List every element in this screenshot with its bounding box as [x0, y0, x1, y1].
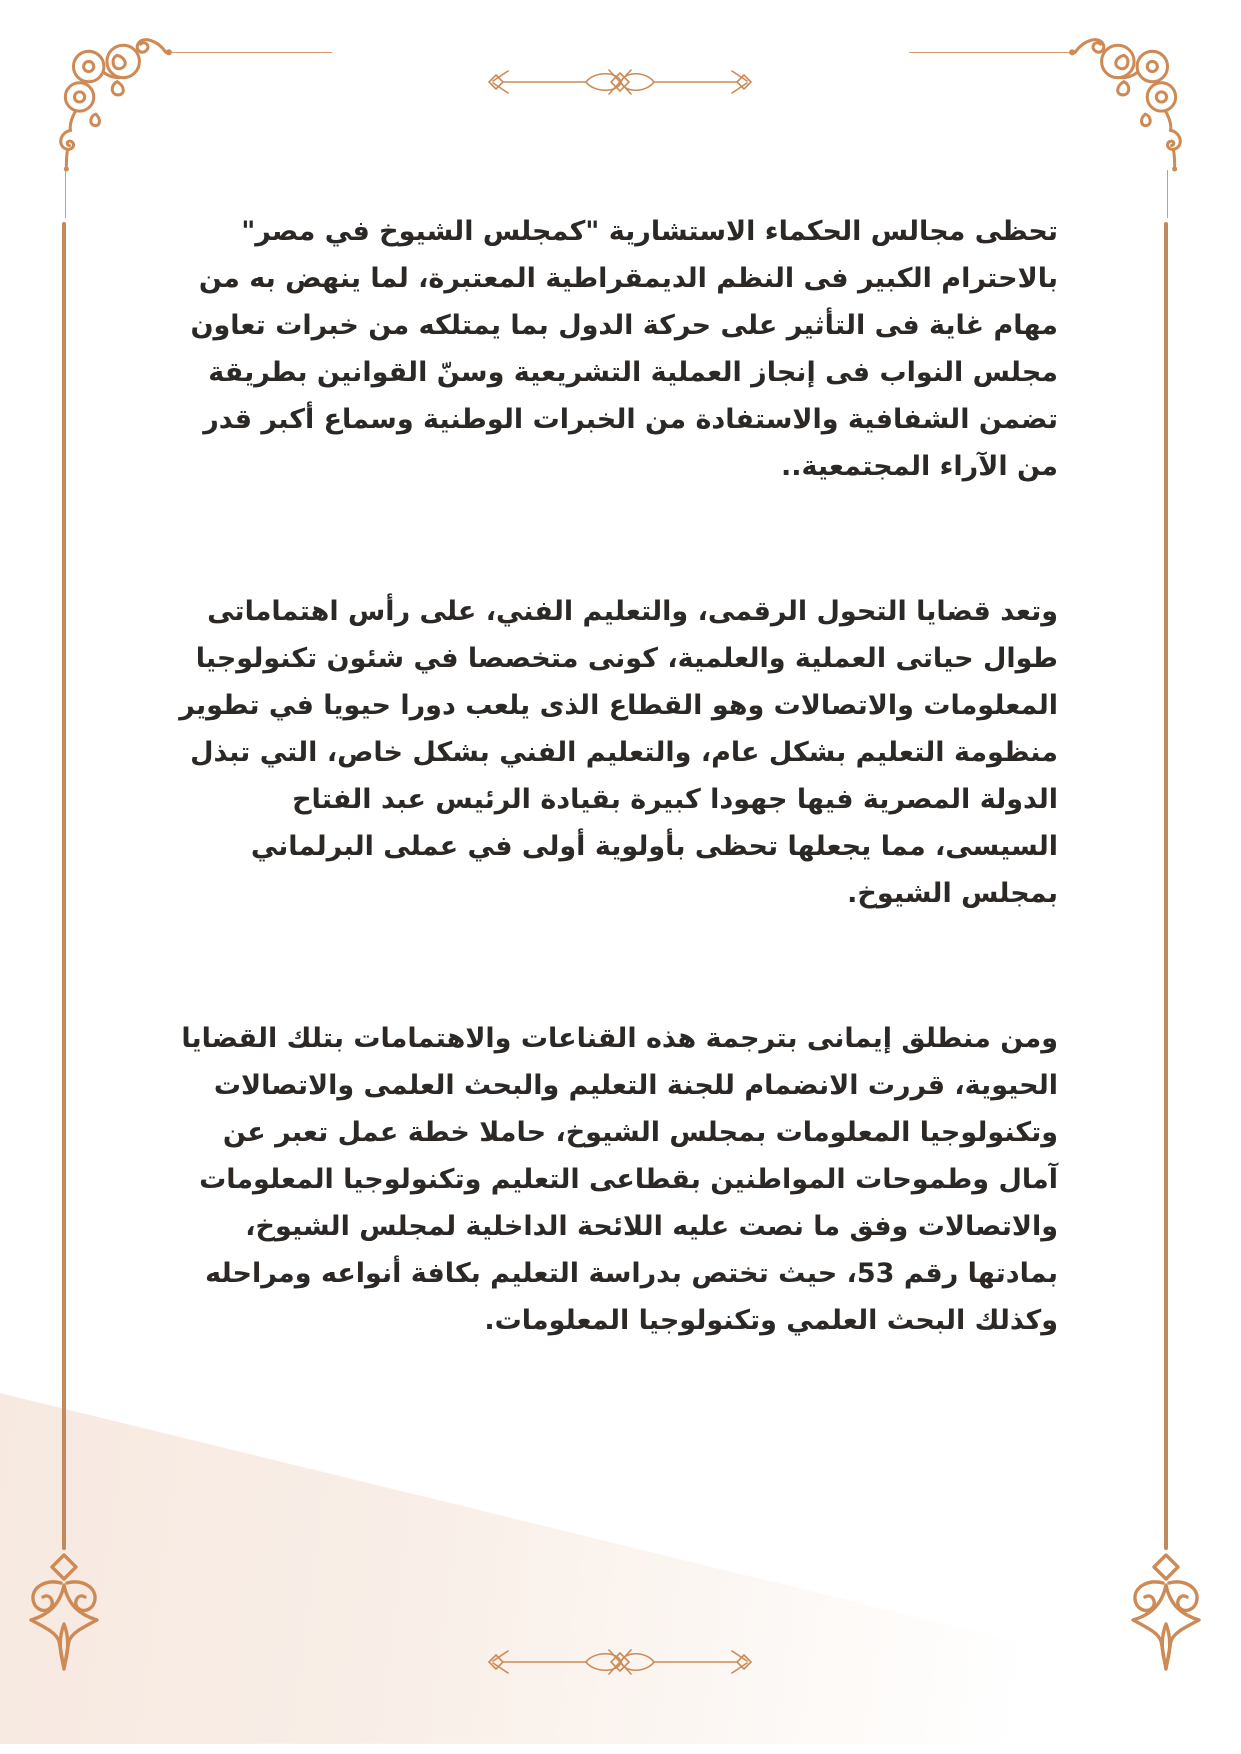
- fleur-de-lis-icon: [1126, 1552, 1206, 1674]
- divider-ornament-icon: [480, 1646, 760, 1678]
- document-body-text: [178, 208, 1058, 1344]
- top-left-border-line: [170, 52, 332, 53]
- top-right-border-line: [909, 52, 1071, 53]
- right-border-line: [1164, 222, 1168, 1550]
- right-border-line-thin: [1167, 170, 1168, 218]
- corner-flourish-icon: [1069, 30, 1191, 172]
- fleur-de-lis-icon: [24, 1552, 104, 1674]
- corner-flourish-icon: [50, 30, 172, 172]
- paragraph-2: وتعد قضايا التحول الرقمى، والتعليم الفني، على رأس اهتماماتى طوال حياتى العملية والعلمية، كونى متخصصا في شئون تكنولوجيا المعلومات والاتصالات وهو القطاع الذى يلعب دورا حيويا في تطوير منظومة التعليم بشكل عام، والتعليم الفني بشكل خاص، التي تبذل الدولة المصرية فيها جهودا كبيرة بقيادة الرئيس عبد الفتاح السيسى، مما يجعلها تحظى بأولوية أولى في عملى البرلماني بمجلس الشيوخ.: [179, 596, 1058, 909]
- left-border-line: [62, 222, 66, 1550]
- background-wedge: [0, 1380, 1110, 1754]
- divider-ornament-icon: [480, 66, 760, 98]
- paragraph-1: تحظى مجالس الحكماء الاستشارية "كمجلس الشيوخ في مصر" بالاحترام الكبير فى النظم الديمقراطية المعتبرة، لما ينهض به من مهام غاية فى التأثير على حركة الدول بما يمتلكه من خبرات تعاون مجلس النواب فى إنجاز العملية التشريعية وسنّ القوانين بطريقة تضمن الشفافية والاستفادة من الخبرات الوطنية وسماع أكبر قدر من الآراء المجتمعية..: [190, 216, 1058, 482]
- paragraph-3: ومن منطلق إيمانى بترجمة هذه القناعات والاهتمامات بتلك القضايا الحيوية، قررت الانضمام للجنة التعليم والبحث العلمى والاتصالات وتكنولوجيا المعلومات بمجلس الشيوخ، حاملا خطة عمل تعبر عن آمال وطموحات المواطنين بقطاعى التعليم وتكنولوجيا المعلومات والاتصالات وفق ما نصت عليه اللائحة الداخلية لمجلس الشيوخ، بمادتها رقم 53، حيث تختص بدراسة التعليم بكافة أنواعه ومراحله وكذلك البحث العلمي وتكنولوجيا المعلومات.: [181, 1023, 1058, 1336]
- left-border-line-thin: [65, 170, 66, 218]
